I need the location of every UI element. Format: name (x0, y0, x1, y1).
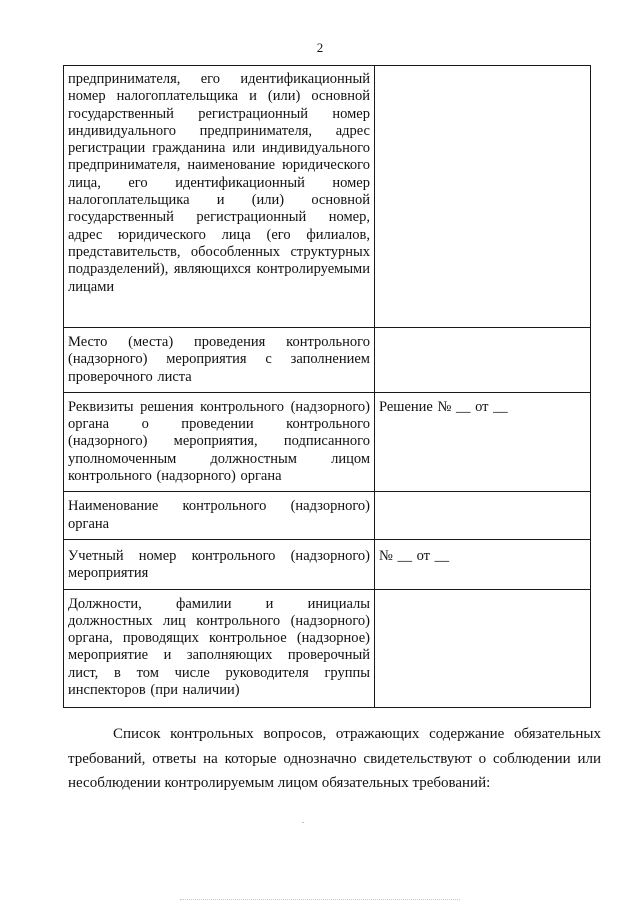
row-label: Место (места) проведения контрольного (надзорного) мероприятия с заполнением проверочного листа (68, 334, 370, 385)
row-label-cell (64, 392, 375, 491)
row-value-cell (375, 328, 591, 393)
table-row (64, 589, 591, 707)
row-label: Учетный номер контрольного (надзорного) мероприятия (68, 547, 370, 582)
checklist-intro-paragraph: Список контрольных вопросов, отражающих содержание обязательных требований, ответы на которые однозначно свидетельствуют о соблюдении или несоблюдении контролируемым лицом обязательных требований: (68, 726, 601, 791)
row-label-cell (64, 539, 375, 589)
table-row (64, 539, 591, 589)
decision-reference-value: Решение № __ от __ (379, 398, 508, 415)
table-row (64, 328, 591, 393)
row-label-cell (64, 328, 375, 393)
row-value-cell (375, 66, 591, 328)
row-label-cell (64, 492, 375, 540)
row-value-cell (375, 392, 591, 491)
scan-artifact (302, 822, 304, 823)
row-value-cell (375, 539, 591, 589)
table-row (64, 392, 591, 491)
row-label: Наименование контрольного (надзорного) органа (68, 498, 370, 532)
row-value-cell (375, 589, 591, 707)
page-number: 2 (316, 40, 324, 55)
row-label: Должности, фамилии и инициалы должностных лиц контрольного (надзорного) органа, проводящих контрольное (надзорное) мероприятие и заполняющих проверочный лист, в том числе руководителя группы инспекторов (при наличии) (68, 595, 370, 699)
row-label: предпринимателя, его идентификационный номер налогоплательщика и (или) основной государственный регистрационный номер индивидуального предпринимателя, адрес регистрации гражданина или индивидуального предпринимателя, наименование юридического лица, его идентификационный номер налогоплательщика и (или) основной государственный регистрационный номер, адрес юридического лица (его филиалов, представительств, обособленных структурных подразделений), являющихся контролируемыми лицами (68, 71, 370, 295)
row-label: Реквизиты решения контрольного (надзорного) органа о проведении контрольного (надзорного) мероприятия, подписанного уполномоченным должностным лицом контрольного (надзорного) органа (68, 398, 370, 485)
row-value-cell (375, 492, 591, 540)
row-label-cell (64, 589, 375, 707)
registration-number-value: № __ от __ (379, 547, 450, 564)
scan-artifact (180, 899, 460, 901)
table-row (64, 492, 591, 540)
checklist-form-table (63, 65, 591, 708)
row-label-cell (64, 66, 375, 328)
table-row (64, 66, 591, 328)
